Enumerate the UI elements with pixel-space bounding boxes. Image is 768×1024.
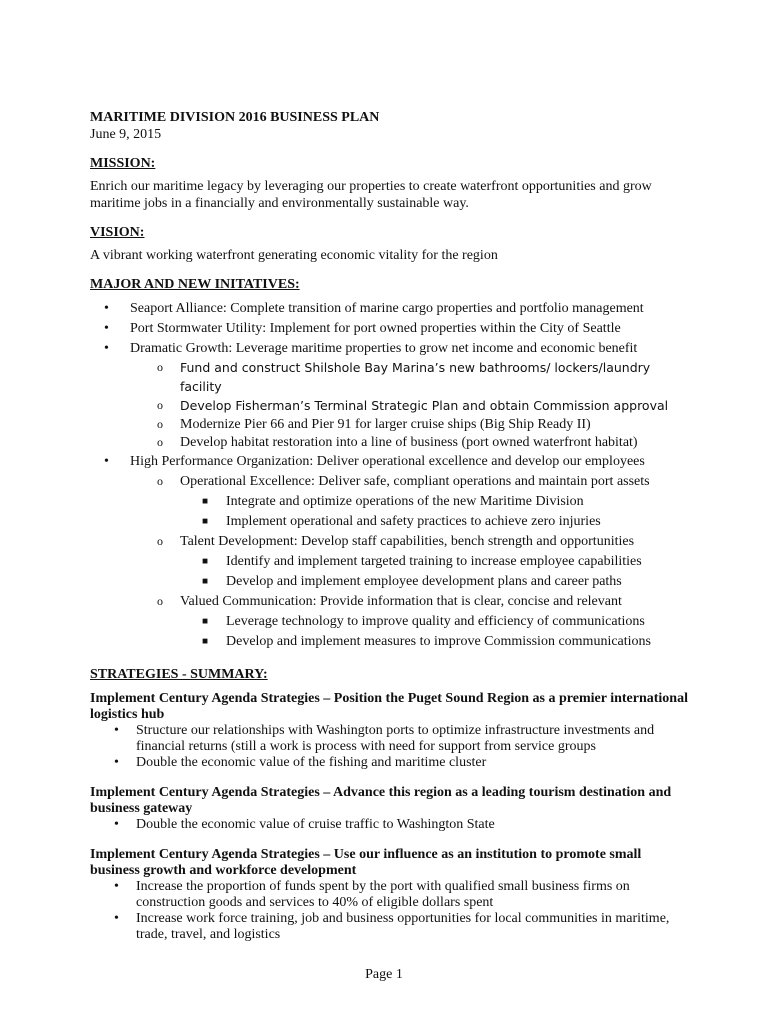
list-item <box>90 879 690 911</box>
bullet-icon: • <box>114 911 119 926</box>
strategies-heading: STRATEGIES - SUMMARY: <box>90 667 268 682</box>
hpo-detail-text: Develop and implement employee development plans and career paths <box>226 574 622 589</box>
hpo-detail-text: Implement operational and safety practices to achieve zero injuries <box>226 514 601 529</box>
list-item <box>90 755 690 771</box>
list-item <box>90 911 690 943</box>
circle-bullet-icon: o <box>157 534 163 548</box>
list-item <box>90 723 690 755</box>
circle-bullet-icon: o <box>157 417 163 431</box>
hpo-subitem-label: Talent Development: Develop staff capabilities, bench strength and opportunities <box>180 534 635 549</box>
strategy-list <box>90 879 690 943</box>
initiative-text: Port Stormwater Utility: Implement for port owned properties within the City of Seattle <box>130 321 621 336</box>
growth-subitem-text: Develop Fisherman’s Terminal Strategic Plan and obtain Commission approval <box>180 398 669 413</box>
mission-heading: MISSION: <box>90 156 156 171</box>
strategy-item-text: Double the economic value of cruise traffic to Washington State <box>136 817 495 832</box>
strategy-item-text: Increase work force training, job and business opportunities for local communities in maritime, trade, travel, and logistics <box>136 911 670 942</box>
strategy-title: Implement Century Agenda Strategies – Use our influence as an institution to promote small business growth and workforce development <box>90 847 642 878</box>
initiative-text: High Performance Organization: Deliver operational excellence and develop our employees <box>130 454 645 469</box>
list-item <box>90 299 690 319</box>
initiative-text: Seaport Alliance: Complete transition of marine cargo properties and portfolio management <box>130 301 644 316</box>
strategy-item-text: Increase the proportion of funds spent by the port with qualified small business firms on construction goods and services to 40% of eligible dollars spent <box>136 879 630 910</box>
bullet-icon: • <box>114 755 119 770</box>
bullet-icon: • <box>104 454 109 469</box>
bullet-icon: • <box>114 817 119 832</box>
growth-subitem-text: Fund and construct Shilshole Bay Marina’s new bathrooms/ lockers/laundry facility <box>180 360 651 394</box>
list-item <box>180 552 690 572</box>
hpo-sublist <box>130 472 690 652</box>
circle-bullet-icon: o <box>157 360 163 374</box>
square-bullet-icon: ■ <box>202 636 209 647</box>
circle-bullet-icon: o <box>157 398 163 412</box>
hpo-subitem-label: Valued Communication: Provide information that is clear, concise and relevant <box>180 594 622 609</box>
strategy-item-text: Double the economic value of the fishing and maritime cluster <box>136 755 487 770</box>
list-item <box>130 532 690 592</box>
square-bullet-icon: ■ <box>202 516 209 527</box>
strategy-list <box>90 817 690 833</box>
page-number: Page 1 <box>365 967 403 982</box>
square-bullet-icon: ■ <box>202 556 209 567</box>
document-body <box>90 109 690 943</box>
initiatives-heading: MAJOR AND NEW INITATIVES: <box>90 277 300 292</box>
list-item <box>130 416 690 434</box>
list-item <box>180 492 690 512</box>
vision-text: A vibrant working waterfront generating economic vitality for the region <box>90 248 498 263</box>
bullet-icon: • <box>114 879 119 894</box>
list-item <box>90 452 690 652</box>
hpo-detail-list <box>180 552 690 592</box>
list-item <box>90 339 690 452</box>
list-item <box>180 572 690 592</box>
initiative-text: Dramatic Growth: Leverage maritime properties to grow net income and economic benefit <box>130 341 638 356</box>
mission-text: Enrich our maritime legacy by leveraging our properties to create waterfront opportunities and grow maritime jobs in a financially and environmentally sustainable way. <box>90 179 652 211</box>
list-item <box>130 434 690 452</box>
list-item <box>130 592 690 652</box>
hpo-detail-list <box>180 492 690 532</box>
growth-subitem-text: Develop habitat restoration into a line of business (port owned waterfront habitat) <box>180 435 638 450</box>
square-bullet-icon: ■ <box>202 616 209 627</box>
circle-bullet-icon: o <box>157 474 163 488</box>
circle-bullet-icon: o <box>157 594 163 608</box>
growth-sublist <box>130 359 690 452</box>
growth-subitem-text: Modernize Pier 66 and Pier 91 for larger cruise ships (Big Ship Ready II) <box>180 417 591 432</box>
circle-bullet-icon: o <box>157 435 163 449</box>
square-bullet-icon: ■ <box>202 496 209 507</box>
bullet-icon: • <box>104 321 109 336</box>
strategy-title: Implement Century Agenda Strategies – Advance this region as a leading tourism destination and business gateway <box>90 785 672 816</box>
initiatives-list <box>90 299 690 652</box>
square-bullet-icon: ■ <box>202 576 209 587</box>
bullet-icon: • <box>104 301 109 316</box>
hpo-detail-text: Leverage technology to improve quality and efficiency of communications <box>226 614 645 629</box>
list-item <box>90 319 690 339</box>
bullet-icon: • <box>104 341 109 356</box>
vision-heading: VISION: <box>90 225 145 240</box>
list-item <box>90 817 690 833</box>
list-item <box>180 632 690 652</box>
list-item <box>180 612 690 632</box>
list-item <box>130 472 690 532</box>
hpo-detail-text: Integrate and optimize operations of the new Maritime Division <box>226 494 584 509</box>
list-item <box>130 397 690 416</box>
document-title: MARITIME DIVISION 2016 BUSINESS PLAN <box>90 110 380 125</box>
bullet-icon: • <box>114 723 119 738</box>
list-item <box>180 512 690 532</box>
hpo-detail-text: Identify and implement targeted training to increase employee capabilities <box>226 554 642 569</box>
document-date: June 9, 2015 <box>90 127 162 142</box>
strategy-item-text: Structure our relationships with Washington ports to optimize infrastructure investments and financial returns (still a work is process with need for support from service groups <box>136 723 655 754</box>
list-item <box>130 359 690 397</box>
strategy-list <box>90 723 690 771</box>
hpo-detail-text: Develop and implement measures to improve Commission communications <box>226 634 651 649</box>
hpo-detail-list <box>180 612 690 652</box>
strategy-title: Implement Century Agenda Strategies – Position the Puget Sound Region as a premier international logistics hub <box>90 691 688 722</box>
hpo-subitem-label: Operational Excellence: Deliver safe, compliant operations and maintain port assets <box>180 474 650 489</box>
